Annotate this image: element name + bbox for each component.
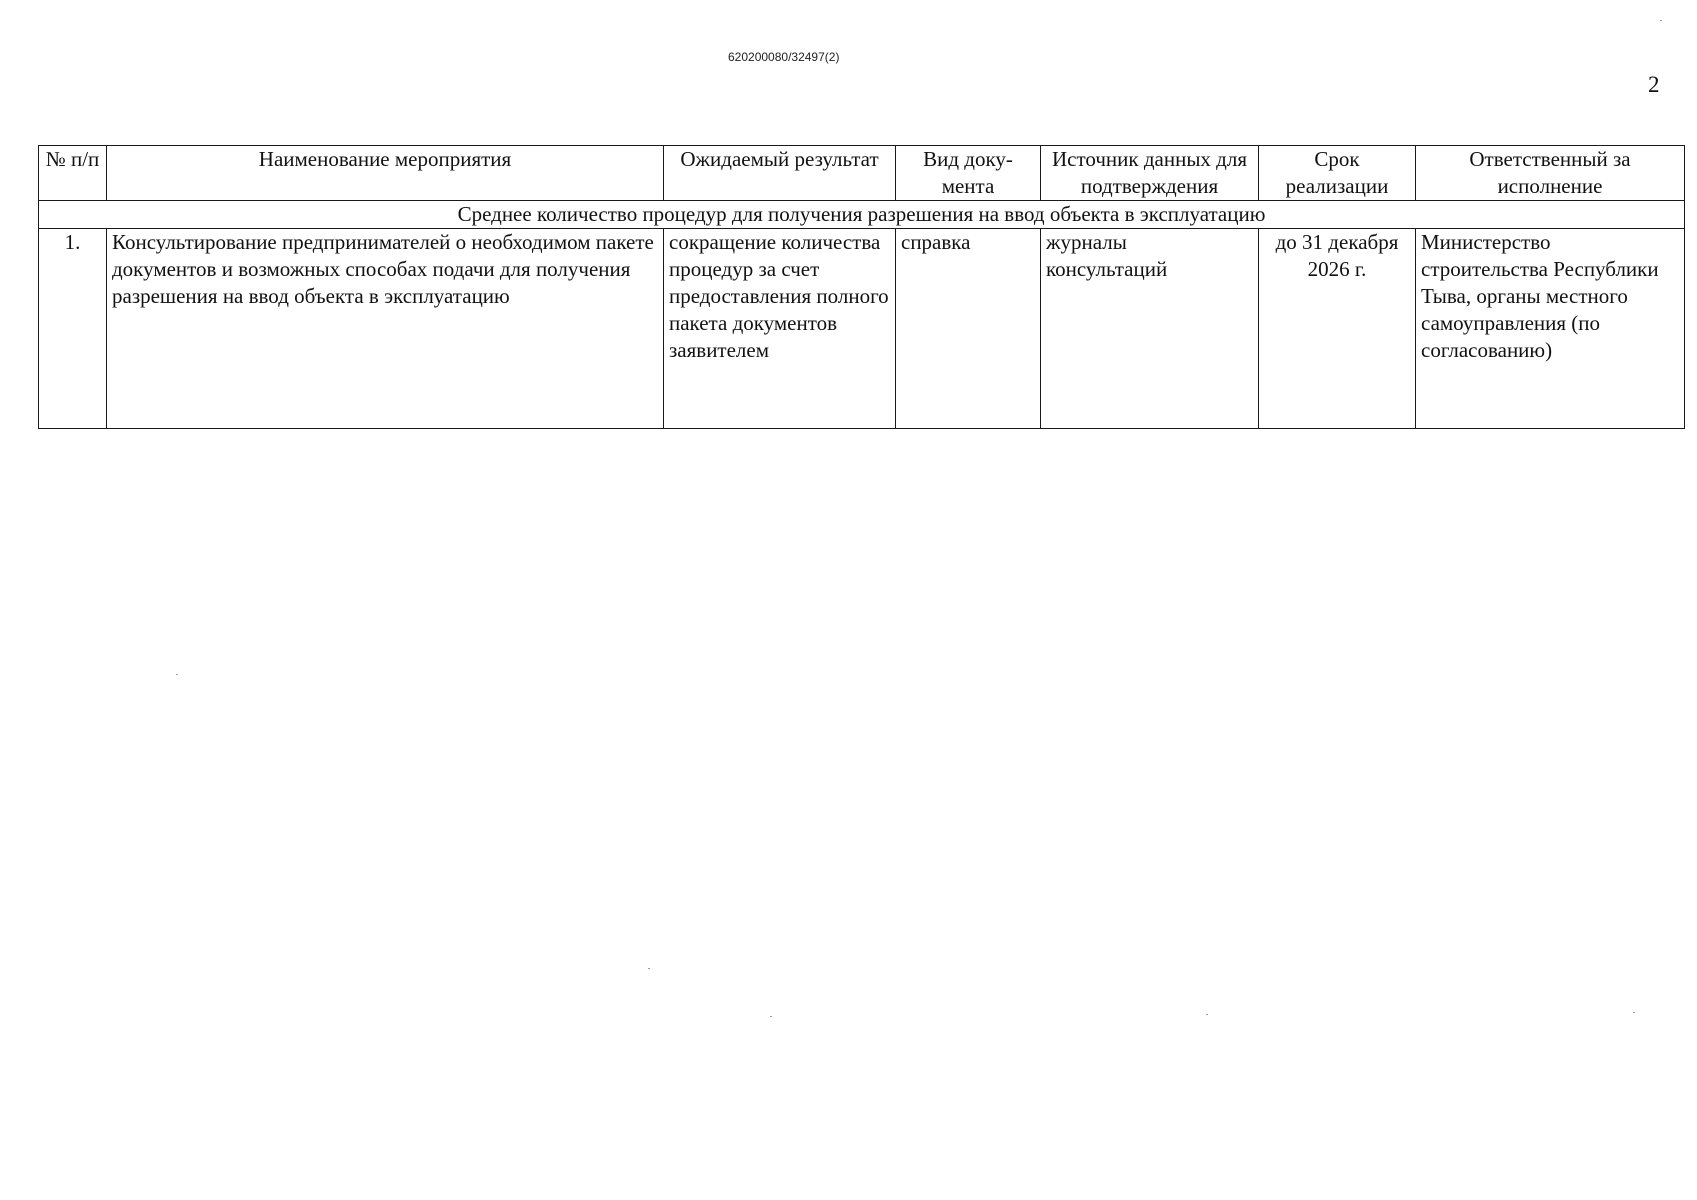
row-num: 1. xyxy=(39,229,107,429)
scan-speck xyxy=(648,968,650,969)
measures-table xyxy=(38,145,1685,429)
row-doc-type: справка xyxy=(896,229,1041,429)
scan-speck xyxy=(1633,1012,1635,1013)
header-doc-type: Вид доку-мента xyxy=(896,146,1041,201)
section-title: Среднее количество процедур для получения разрешения на ввод объекта в эксплуатацию xyxy=(39,201,1685,229)
section-row xyxy=(39,201,1685,229)
header-responsible: Ответственный за исполнение xyxy=(1416,146,1685,201)
header-name: Наименование мероприятия xyxy=(107,146,664,201)
row-name: Консультирование предпринимателей о необходимом пакете документов и возможных способах подачи для получения разрешения на ввод объекта в эксплуатацию xyxy=(107,229,664,429)
document-id: 620200080/32497(2) xyxy=(728,50,840,64)
row-result: сокращение количества процедур за счет предоставления полного пакета документов заявителем xyxy=(664,229,896,429)
row-responsible: Министерство строительства Республики Тыва, органы местного самоуправления (по согласованию) xyxy=(1416,229,1685,429)
header-source: Источник данных для подтверждения xyxy=(1041,146,1259,201)
page-number: 2 xyxy=(1648,72,1660,97)
header-result: Ожидаемый результат xyxy=(664,146,896,201)
table-header-row xyxy=(39,146,1685,201)
scan-speck xyxy=(176,674,178,675)
header-term: Срок реализации xyxy=(1259,146,1416,201)
row-source: журналы консультаций xyxy=(1041,229,1259,429)
table-row xyxy=(39,229,1685,429)
row-term: до 31 декабря 2026 г. xyxy=(1259,229,1416,429)
scan-speck xyxy=(1206,1014,1208,1015)
scan-speck xyxy=(770,1016,772,1017)
scan-speck xyxy=(1660,20,1662,21)
header-num: № п/п xyxy=(39,146,107,201)
